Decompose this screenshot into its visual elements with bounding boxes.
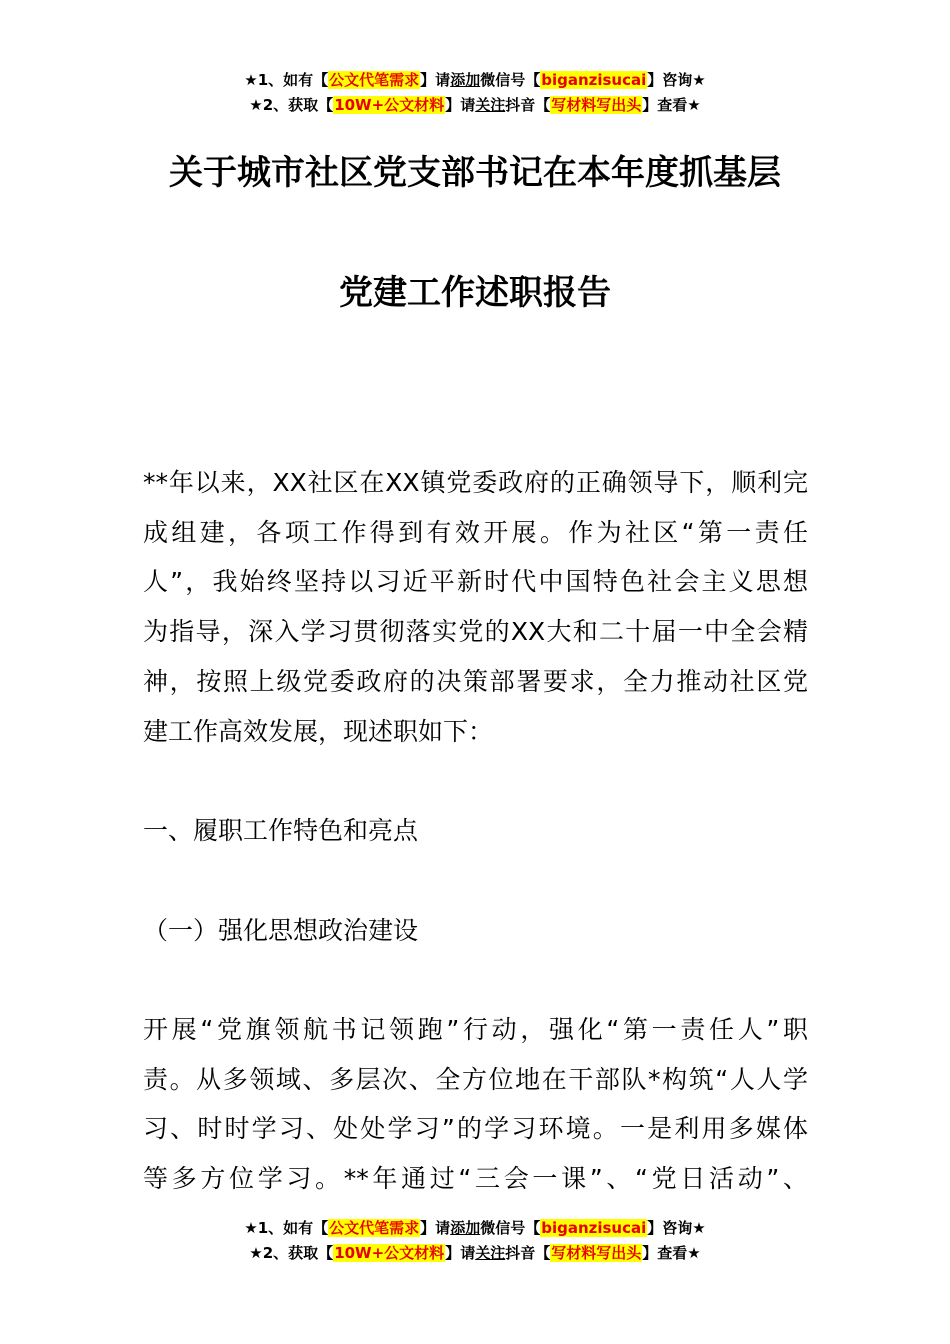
banner-text: 】查看★ <box>642 96 701 114</box>
header-banner <box>0 68 950 118</box>
banner-line-1 <box>0 1216 950 1241</box>
banner-text: 】请 <box>420 1219 451 1237</box>
banner-highlight: biganzisucai <box>541 71 647 89</box>
banner-underlined: 添加 <box>450 1219 481 1237</box>
banner-highlight: 写材料写出头 <box>551 1244 642 1262</box>
banner-text: 】请 <box>445 96 476 114</box>
banner-highlight: 10W+公文材料 <box>334 96 445 114</box>
intro-paragraph <box>143 458 808 756</box>
paragraph-line: 责。从多领域、多层次、全方位地在干部队*构筑“人人学 <box>143 1064 808 1094</box>
banner-highlight: 10W+公文材料 <box>334 1244 445 1262</box>
banner-text: ★1、如有【 <box>244 1219 329 1237</box>
banner-line-2 <box>0 1241 950 1266</box>
paragraph-line: **年以来，XX社区在XX镇党委政府的正确领导下，顺利完 <box>143 468 808 497</box>
section-heading <box>143 806 808 856</box>
banner-line-2 <box>0 93 950 118</box>
banner-text: ★1、如有【 <box>244 71 329 89</box>
paragraph-line: 人”，我始终坚持以习近平新时代中国特色社会主义思想 <box>143 567 808 597</box>
footer-banner <box>0 1216 950 1266</box>
banner-underlined: 添加 <box>450 71 481 89</box>
subsection-heading <box>143 906 808 956</box>
banner-text: ★2、获取【 <box>249 96 334 114</box>
banner-highlight: biganzisucai <box>541 1219 647 1237</box>
document-title-line-2: 党建工作述职报告 <box>339 273 611 313</box>
body-paragraph <box>143 1005 808 1204</box>
banner-text: 微信号【 <box>480 1219 541 1237</box>
banner-text: 微信号【 <box>480 71 541 89</box>
banner-text: 】请 <box>445 1244 476 1262</box>
banner-underlined: 关注 <box>475 96 506 114</box>
heading-text: 一、履职工作特色和亮点 <box>143 816 419 845</box>
banner-highlight: 公文代笔需求 <box>329 71 420 89</box>
paragraph-line: 神，按照上级党委政府的决策部署要求，全力推动社区党 <box>143 666 808 696</box>
paragraph-line: 建工作高效发展，现述职如下： <box>143 716 494 746</box>
banner-text: 】请 <box>420 71 451 89</box>
document-title-line-1: 关于城市社区党支部书记在本年度抓基层 <box>169 153 781 193</box>
banner-text: 】咨询★ <box>647 71 706 89</box>
banner-text: 抖音【 <box>505 96 551 114</box>
banner-text: 抖音【 <box>505 1244 551 1262</box>
banner-line-1 <box>0 68 950 93</box>
banner-text: 】咨询★ <box>647 1219 706 1237</box>
banner-underlined: 关注 <box>475 1244 506 1262</box>
paragraph-line: 等多方位学习。**年通过“三会一课”、“党日活动”、 <box>143 1164 808 1194</box>
banner-text: ★2、获取【 <box>249 1244 334 1262</box>
banner-highlight: 写材料写出头 <box>551 96 642 114</box>
banner-text: 】查看★ <box>642 1244 701 1262</box>
heading-text: （一）强化思想政治建设 <box>143 916 419 945</box>
paragraph-line: 开展“党旗领航书记领跑”行动，强化“第一责任人”职 <box>143 1015 808 1044</box>
paragraph-line: 习、时时学习、处处学习”的学习环境。一是利用多媒体 <box>143 1114 808 1144</box>
paragraph-line: 为指导，深入学习贯彻落实党的XX大和二十届一中全会精 <box>143 617 808 647</box>
banner-highlight: 公文代笔需求 <box>329 1219 420 1237</box>
paragraph-line: 成组建，各项工作得到有效开展。作为社区“第一责任 <box>143 517 808 547</box>
